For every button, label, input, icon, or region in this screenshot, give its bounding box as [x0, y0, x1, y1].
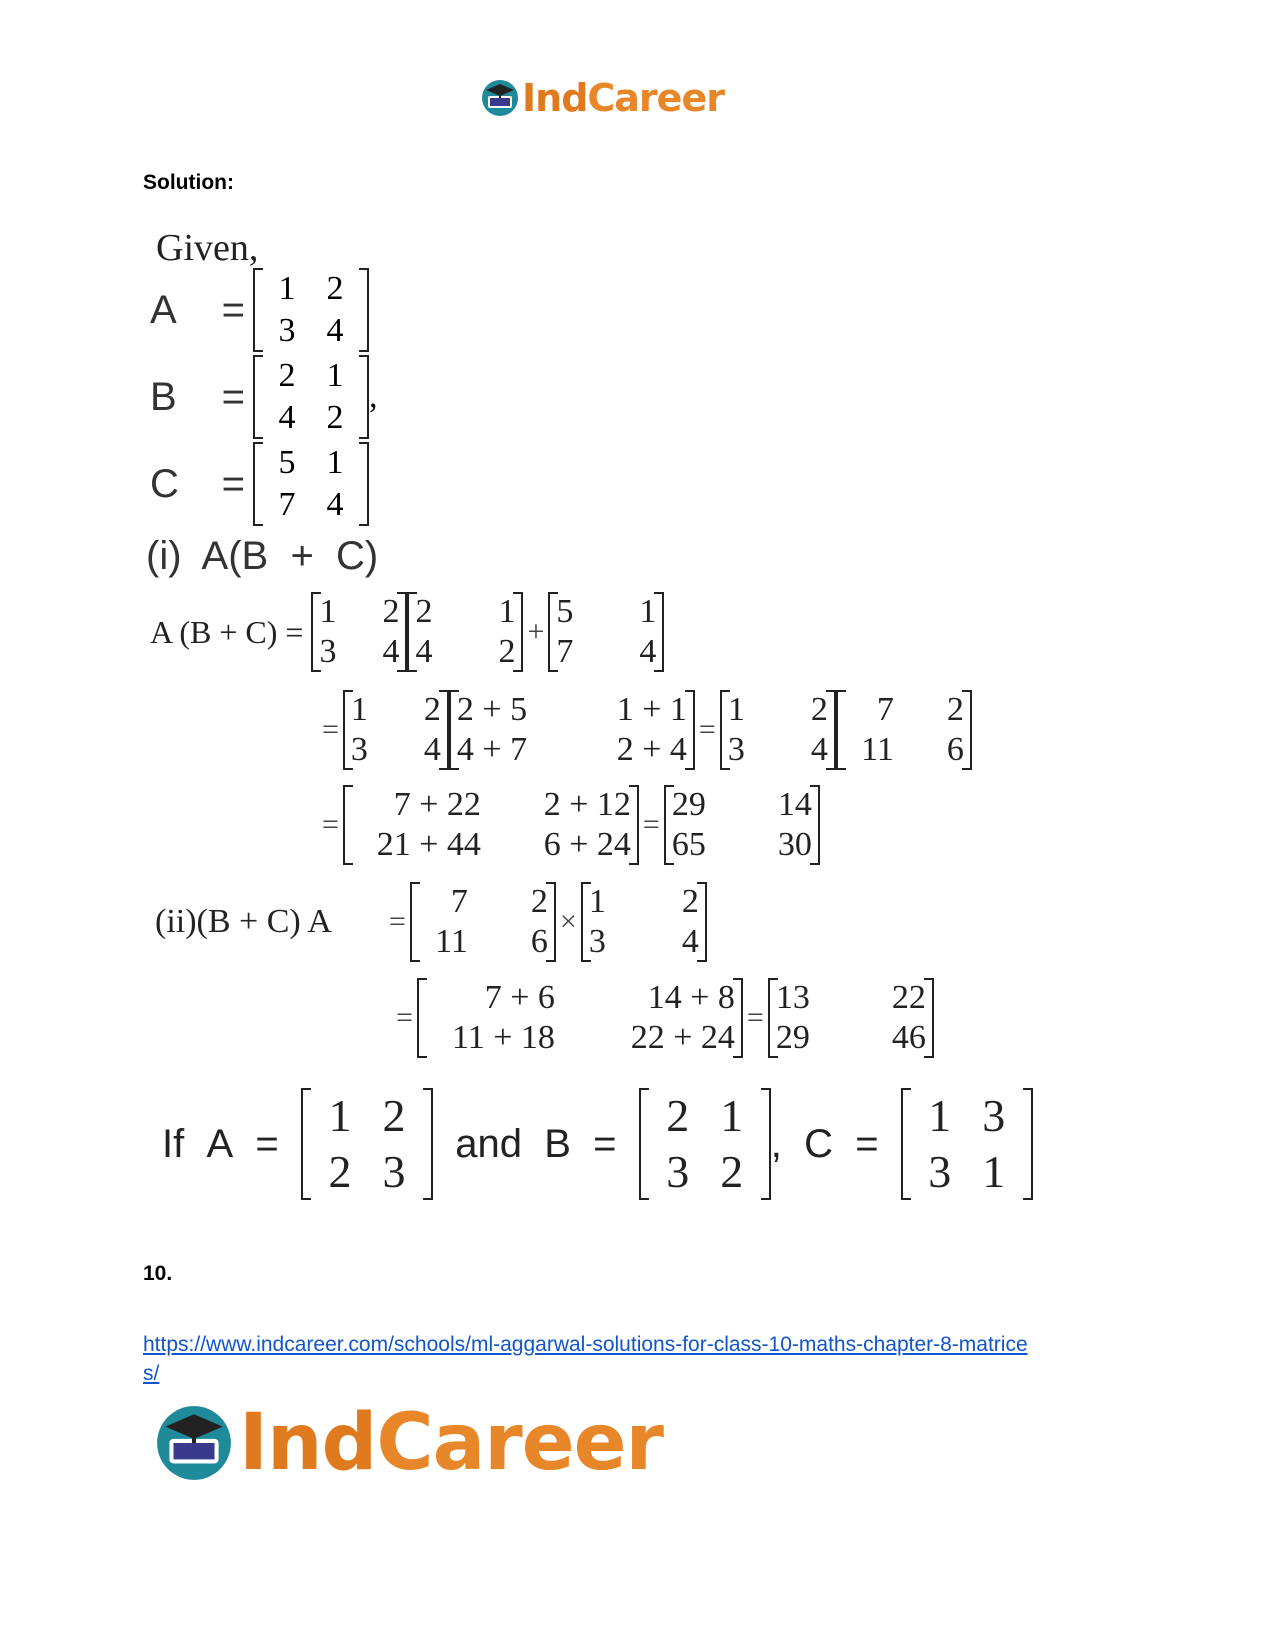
graduation-book-icon	[480, 78, 520, 118]
matrix: 1 2 3 4	[311, 592, 407, 672]
matrix: 1 2 3 4	[253, 268, 369, 352]
matrix: 2 + 5 1 + 1 4 + 7 2 + 4	[449, 690, 695, 770]
matrix: 1 2 3 4	[581, 882, 707, 962]
brand-career: Career	[376, 1398, 664, 1488]
matrix: 1 2 3 4	[343, 690, 449, 770]
matrix: 1 2 3 4	[720, 690, 836, 770]
given-matrix-c: C = 5 1 7 4	[150, 442, 369, 526]
matrix: 1 2 2 3	[301, 1088, 433, 1200]
part-i-line1: A (B + C) = 1 2 3 4 2 1 4 2 + 5 1 7 4	[150, 592, 664, 672]
matrix: 7 2 11 6	[836, 690, 972, 770]
given-matrix-a: A = 1 2 3 4	[150, 268, 369, 352]
solution-label: Solution:	[143, 171, 234, 194]
footer-link-block	[143, 1330, 1143, 1388]
matrix: 5 1 7 4	[548, 592, 664, 672]
part-i-heading: (i) A(B + C)	[146, 534, 379, 578]
part-i-line2: = 1 2 3 4 2 + 5 1 + 1 4 + 7 2 + 4 = 1 2 3 4 7 2 11 6	[318, 690, 972, 770]
part-ii-line1: (ii)(B + C) A = 7 2 11 6 × 1 2 3 4	[155, 882, 707, 962]
graduation-book-icon	[153, 1402, 235, 1484]
question-number: 10.	[143, 1262, 173, 1285]
matrix: 7 + 22 2 + 12 21 + 44 6 + 24	[343, 785, 639, 865]
matrix: 29 14 65 30	[664, 785, 820, 865]
footer-logo	[153, 1398, 663, 1488]
given-title: Given,	[156, 227, 259, 269]
brand-ind: Ind	[522, 76, 588, 120]
matrix: 2 1 4 2	[253, 355, 369, 439]
brand-career: Career	[587, 76, 724, 120]
matrix: 2 1 4 2	[407, 592, 523, 672]
matrix: 13 22 29 46	[768, 978, 934, 1058]
part-ii-line2: = 7 + 6 14 + 8 11 + 18 22 + 24 = 13 22 29 46	[392, 978, 934, 1058]
matrix: 7 2 11 6	[410, 882, 556, 962]
part-i-line3: = 7 + 22 2 + 12 21 + 44 6 + 24 = 29 14 65 30	[318, 785, 820, 865]
brand-ind: Ind	[239, 1398, 377, 1488]
matrix: 1 3 3 1	[901, 1088, 1033, 1200]
header-logo	[480, 76, 724, 120]
matrix: 5 1 7 4	[253, 442, 369, 526]
chapter-link[interactable]: https://www.indcareer.com/schools/ml-aggarwal-solutions-for-class-10-maths-chapter-8-matrice s/	[143, 1333, 1028, 1385]
matrix: 7 + 6 14 + 8 11 + 18 22 + 24	[417, 978, 743, 1058]
matrix: 2 1 3 2	[639, 1088, 771, 1200]
given-matrix-b: B = 2 1 4 2 ,	[150, 355, 378, 439]
next-question-statement: If A = 1 2 2 3 and B = 2 1 3 2 , C = 1 3 3 1	[162, 1088, 1033, 1200]
